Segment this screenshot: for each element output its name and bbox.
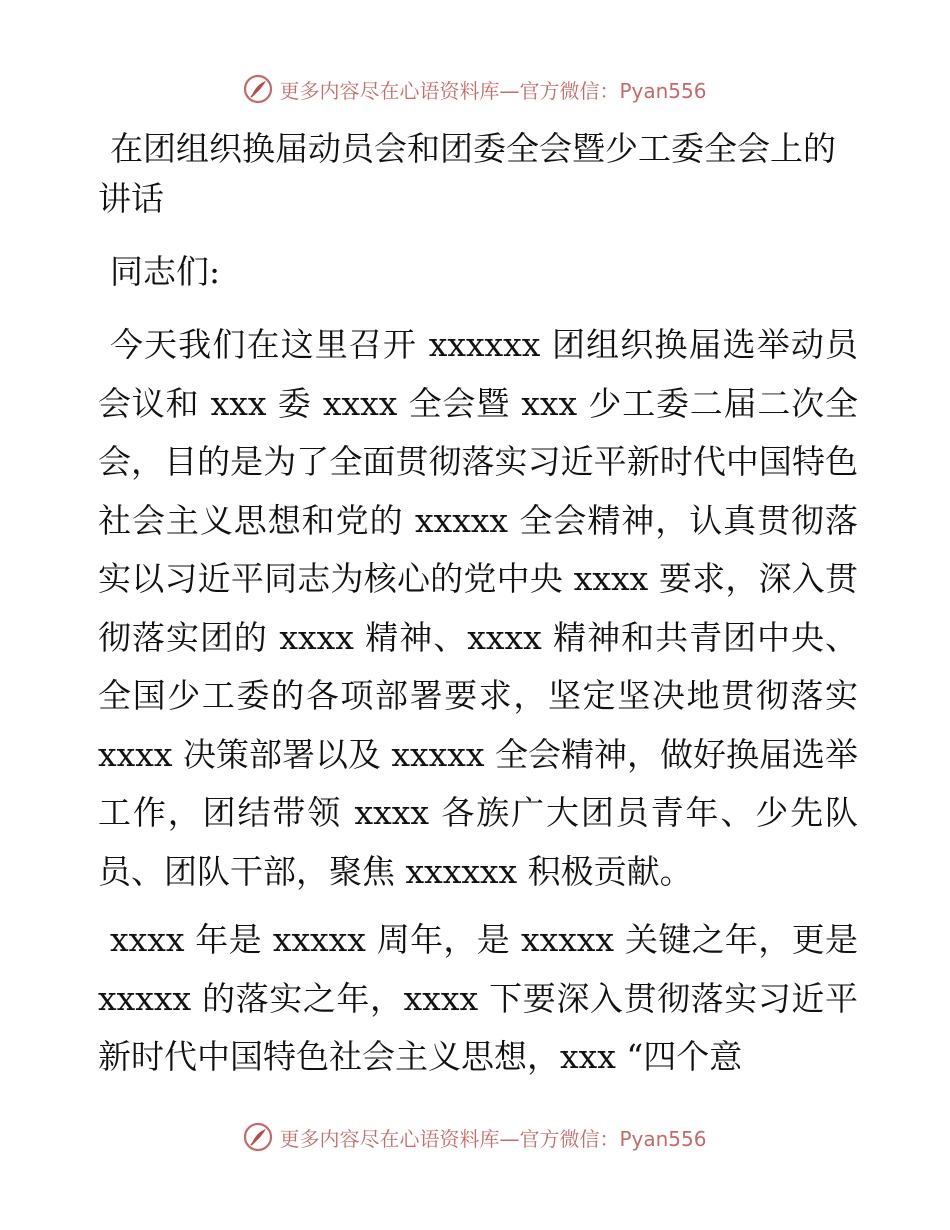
quill-logo-icon bbox=[243, 74, 273, 104]
footer-watermark bbox=[0, 1122, 950, 1152]
salutation: 同志们: bbox=[110, 252, 221, 291]
document-body bbox=[98, 124, 858, 1097]
quill-logo-icon bbox=[243, 1122, 273, 1152]
watermark-text: 更多内容尽在心语资料库—官方微信：Pyan556 bbox=[279, 78, 707, 103]
paragraph: 今天我们在这里召开 xxxxxx 团组织换届选举动员会议和 xxx 委 xxxx 全会暨 xxx 少工委二届二次全会，目的是为了全面贯彻落实习近平新时代中国特色社会主义思想和党的 xxxxx 全会精神，认真贯彻落实以习近平同志为核心的党中央 xxxx 要求，深入贯彻落实团的 xxxx 精神、xxxx 精神和共青团中央、全国少工委的各项部署要求，坚定坚决地贯彻落实 xxxx 决策部署以及 xxxxx 全会精神，做好换届选举工作，团结带领 xxxx 各族广大团员青年、少先队员、团队干部，聚焦 xxxxxx 积极贡献。 bbox=[98, 325, 858, 891]
header-watermark bbox=[0, 74, 950, 104]
document-title: 在团组织换届动员会和团委全会暨少工委全会上的讲话 bbox=[98, 129, 836, 218]
watermark-text: 更多内容尽在心语资料库—官方微信：Pyan556 bbox=[279, 1126, 707, 1151]
paragraph: xxxx 年是 xxxxx 周年，是 xxxxx 关键之年，更是 xxxxx 的落实之年，xxxx 下要深入贯彻落实习近平新时代中国特色社会主义思想，xxx “四个意 bbox=[98, 920, 858, 1076]
